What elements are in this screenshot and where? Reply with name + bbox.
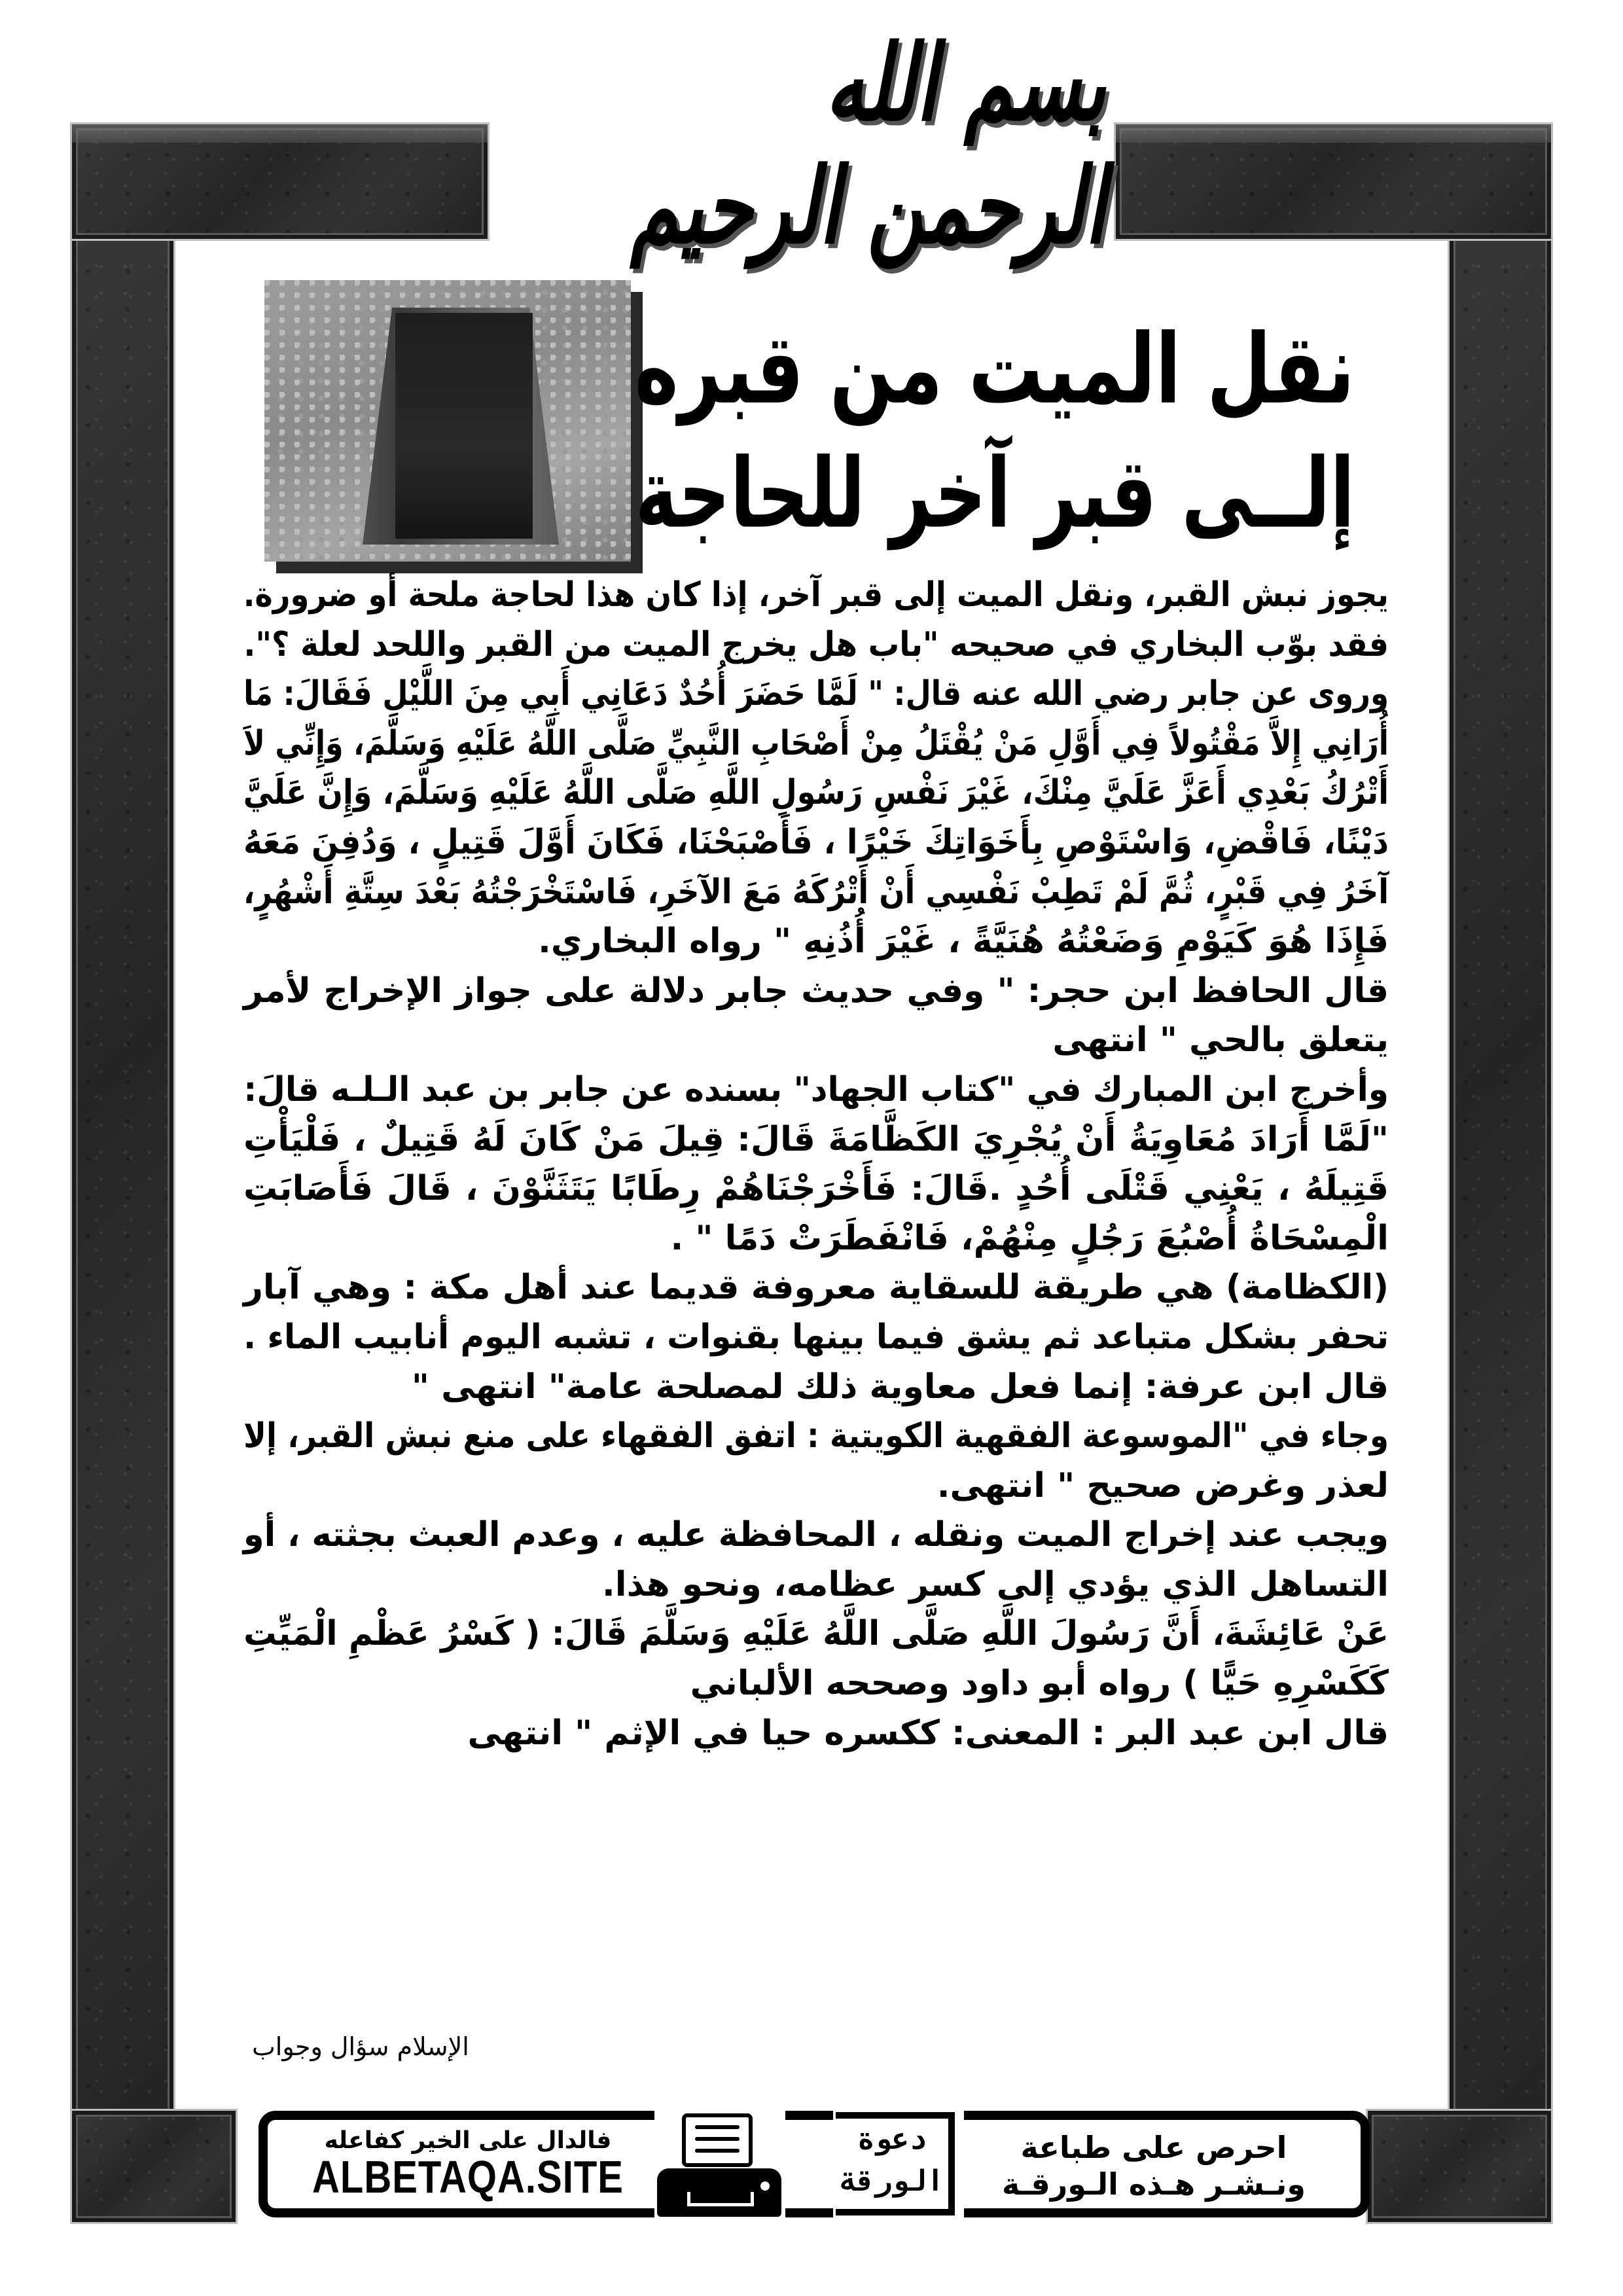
- body-line: ويجب عند إخراج الميت ونقله ، المحافظة عليه ، وعدم العبث بجثته ، أو: [243, 1515, 1389, 1555]
- footer-motto: فالدال على الخير كفاعله: [324, 2127, 612, 2154]
- body-line: دَيْنًا، فَاقْضِ، وَاسْتَوْصِ بِأَخَوَاتِكَ خَيْرًا ، فَأَصْبَحْنَا، فَكَانَ أَوَّلَ قَتِيلٍ ، وَدُفِنَ مَعَهُ: [243, 822, 1389, 862]
- grave-hole: [395, 313, 533, 539]
- printer-icon: [654, 2109, 785, 2219]
- frame-right-column: [1450, 124, 1551, 2222]
- body-line: لعذر وغرض صحيح " انتهى.: [936, 1465, 1389, 1505]
- body-line: "لَمَّا أَرَادَ مُعَاوِيَةُ أَنْ يُجْرِيَ الكَظَّامَةَ قَالَ: قِيلَ مَنْ كَانَ لَهُ قَتِيلٌ ، فَلْيَأْتِ: [243, 1119, 1389, 1159]
- source-credit: الإسلام سؤال وجواب: [252, 2032, 469, 2061]
- body-line: آخَرُ فِي قَبْرٍ، ثُمَّ لَمْ تَطِبْ نَفْسِي أَنْ أَتْرُكَهُ مَعَ الآخَرِ، فَاسْتَخْرَجْتُهُ بَعْدَ سِتَّةِ أَشْهُرٍ،: [243, 872, 1389, 912]
- body-line: فقد بوّب البخاري في صحيحه "باب هل يخرج الميت من القبر واللحد لعلة ؟".: [243, 624, 1389, 664]
- body-line: أَتْرُكُ بَعْدِي أَعَزَّ عَلَيَّ مِنْكَ، غَيْرَ نَفْسِ رَسُولِ اللَّهِ صَلَّى اللَّهُ عَلَيْهِ وَسَلَّمَ، وَإِنَّ عَلَيَّ: [243, 773, 1389, 813]
- body-line: قال ابن عرفة: إنما فعل معاوية ذلك لمصلحة عامة" انتهى ": [411, 1367, 1389, 1407]
- page-title: [635, 308, 1355, 556]
- footer-left: [285, 2125, 651, 2203]
- body-line: وأخرج ابن المبارك في "كتاب الجهاد" بسنده عن جابر بن عبد الـلـه قالَ:: [243, 1069, 1389, 1109]
- body-line: قال ابن عبد البر : المعنى: ككسره حيا في الإثم " انتهى: [467, 1713, 1389, 1753]
- frame-bottom-left-foot: [72, 2111, 236, 2222]
- body-line: كَكَسْرِهِ حَيًّا ) رواه أبو داود وصححه الألباني: [690, 1664, 1389, 1704]
- body-line: فَإِذَا هُوَ كَيَوْمِ وَضَعْتُهُ هُنَيَّةً ، غَيْرَ أُذُنِهِ " رواه البخاري.: [538, 922, 1389, 961]
- frame-bottom-right-foot: [1368, 2111, 1551, 2222]
- footer-banner: [259, 2111, 1370, 2217]
- body-line: الْمِسْحَاةُ أُصْبُعَ رَجُلٍ مِنْهُمْ، فَانْفَطَرَتْ دَمًا " .: [670, 1218, 1389, 1258]
- title-line-2: إلــى قبر آخر للحاجة: [635, 437, 1355, 550]
- bismillah-calligraphy: [576, 21, 1106, 267]
- frame-top-left-bar: [72, 124, 488, 239]
- frame-top-right-bar: [1116, 124, 1551, 239]
- bismillah-text: بسم الله الرحمن الرحيم: [630, 21, 1106, 267]
- printer-paper: [682, 2113, 753, 2167]
- footer-print-call-line-2: ونـشـر هـذه الـورقـة: [1002, 2166, 1306, 2202]
- kufic-logo: [833, 2109, 964, 2219]
- body-line: (الكظامة) هي طريقة للسقاية معروفة قديما عند أهل مكة : وهي آبار: [243, 1268, 1389, 1308]
- body-line: تحفر بشكل متباعد ثم يشق فيما بينها بقنوات ، تشبه اليوم أنابيب الماء .: [243, 1317, 1389, 1357]
- frame-left-column: [72, 124, 173, 2222]
- footer-print-call-line-1: احرص على طباعة: [1020, 2130, 1287, 2165]
- logo-text-line-1: دعوة: [857, 2123, 927, 2156]
- footer-right: [984, 2129, 1324, 2202]
- article-body: [243, 571, 1389, 1758]
- printer-body: [657, 2168, 781, 2217]
- body-line: وجاء في "الموسوعة الفقهية الكويتية : اتفق الفقهاء على منع نبش القبر، إلا: [243, 1416, 1389, 1456]
- body-line: عَنْ عَائِشَةَ، أَنَّ رَسُولَ اللَّهِ صَلَّى اللَّهُ عَلَيْهِ وَسَلَّمَ قَالَ: ( كَسْرُ عَظْمِ الْمَيِّتِ: [243, 1614, 1389, 1654]
- body-line: يجوز نبش القبر، ونقل الميت إلى قبر آخر، إذا كان هذا لحاجة ملحة أو ضرورة.: [243, 575, 1389, 615]
- body-line: وروى عن جابر رضي الله عنه قال: " لَمَّا حَضَرَ أُحُدٌ دَعَانِي أَبِي مِنَ اللَّيْلِ فَقَالَ: مَا: [243, 674, 1389, 714]
- footer-site-link[interactable]: ALBETAQA.SITE: [312, 2151, 624, 2203]
- body-line: قَتِيلَهُ ، يَعْنِي قَتْلَى أُحُدٍ .قَالَ: فَأَخْرَجْنَاهُمْ رِطَابًا يَتَثَنَّوْنَ ، قَالَ فَأَصَابَتِ: [243, 1169, 1389, 1209]
- logo-text-line-2: الورقة: [840, 2164, 944, 2198]
- title-line-1: نقل الميت من قبره: [634, 314, 1355, 426]
- body-line: قال الحافظ ابن حجر: " وفي حديث جابر دلالة على جواز الإخراج لأمر: [243, 971, 1389, 1011]
- body-line: التساهل الذي يؤدي إلى كسر عظامه، ونحو هذا.: [602, 1564, 1389, 1604]
- body-line: يتعلق بالحي " انتهى: [1052, 1020, 1389, 1060]
- open-grave-photo: [264, 280, 631, 562]
- body-line: أُرَانِي إِلاَّ مَقْتُولاً فِي أَوَّلِ مَنْ يُقْتَلُ مِنْ أَصْحَابِ النَّبِيِّ صَلَّى اللَّهُ عَلَيْهِ وَسَلَّمَ، وَإِنِّي لاَ: [243, 723, 1389, 763]
